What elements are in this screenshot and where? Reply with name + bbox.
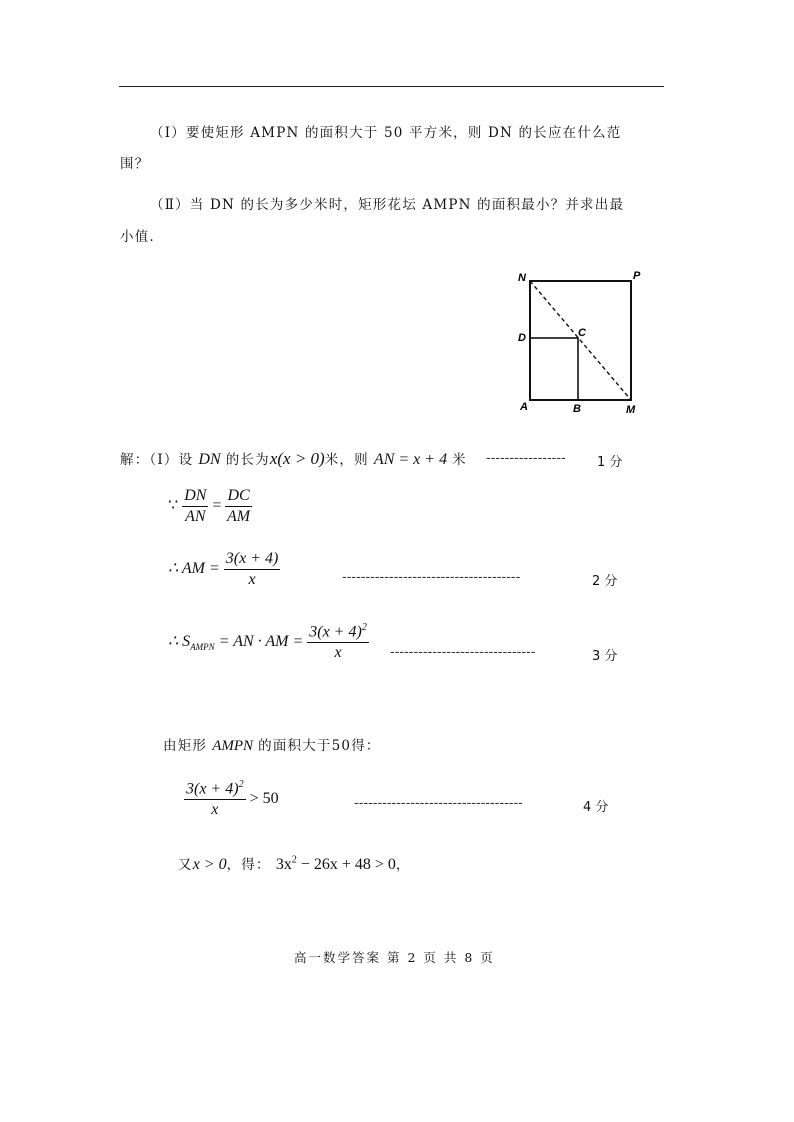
rectangle-figure bbox=[512, 266, 652, 418]
because-symbol: ∵ bbox=[168, 497, 179, 515]
score-dash-3: ------------------------------- bbox=[390, 645, 536, 660]
eq-an: AN = x + 4 bbox=[373, 451, 448, 468]
text-by-rectangle: 由矩形 bbox=[163, 738, 208, 754]
label-m: M bbox=[626, 404, 636, 416]
header-rule bbox=[119, 86, 664, 87]
solution-line5 bbox=[163, 734, 381, 755]
part1-line1: （Ⅰ）要使矩形 AMPN 的面积大于 50 平方米，则 DN 的长应在什么范 bbox=[150, 125, 622, 141]
fraction-inequality: $\frac{3(x + 4)^2}{x}$ bbox=[186, 779, 244, 819]
solution-line1 bbox=[120, 448, 467, 469]
solution-line2 bbox=[168, 487, 252, 526]
label-n: N bbox=[518, 272, 526, 284]
score-dash-4: ------------------------------------ bbox=[354, 796, 523, 811]
part2-line1: （Ⅱ）当 DN 的长为多少米时，矩形花坛 AMPN 的面积最小？并求出最 bbox=[150, 197, 625, 213]
part1-line2: 围？ bbox=[120, 156, 150, 172]
fraction-dn-an: $\frac{DN}{AN}$ bbox=[184, 487, 207, 525]
var-x-condition: x(x > 0) bbox=[269, 449, 325, 468]
page-footer: 高一数学答案 第 2 页 共 8 页 bbox=[294, 950, 495, 965]
solution-line7 bbox=[178, 853, 411, 874]
quadratic-inequality: $3x^2 - 26x + 48 > 0$ bbox=[275, 854, 396, 873]
score-1: 1 分 bbox=[597, 455, 623, 470]
inequality-rhs: > 50 bbox=[249, 789, 279, 807]
text-meter: 米 bbox=[452, 452, 467, 468]
label-c: C bbox=[578, 327, 586, 339]
therefore-s: ∴ S bbox=[168, 632, 191, 650]
diagonal-nm bbox=[530, 281, 631, 400]
var-dn: DN bbox=[198, 451, 221, 468]
fraction-am: $\frac{3(x + 4)}{x}$ bbox=[225, 550, 279, 588]
label-p: P bbox=[633, 270, 641, 282]
solution-line4 bbox=[168, 622, 369, 662]
text-area-greater: 的面积大于50得： bbox=[258, 738, 381, 754]
inner-rectangle-abcd bbox=[530, 338, 578, 400]
equals-sign: = bbox=[212, 497, 222, 515]
solution-prefix: 解：（Ⅰ）设 bbox=[120, 452, 194, 468]
part2-line2: 小值. bbox=[120, 229, 155, 245]
area-expression: = AN · AM = bbox=[218, 632, 304, 650]
label-b: B bbox=[573, 403, 581, 415]
fraction-dc-am: $\frac{DC}{AM}$ bbox=[227, 487, 251, 525]
score-2: 2 分 bbox=[592, 574, 618, 589]
score-dash-2: -------------------------------------- bbox=[342, 570, 521, 585]
cond-x-positive: x > 0 bbox=[192, 856, 227, 873]
text-meter-then: 米，则 bbox=[324, 452, 369, 468]
text-length-is: 的长为 bbox=[225, 452, 270, 468]
text-also: 又 bbox=[178, 857, 193, 873]
solution-line6 bbox=[184, 779, 279, 819]
fraction-area: $\frac{3(x + 4)^2}{x}$ bbox=[309, 622, 367, 662]
solution-line3 bbox=[168, 550, 280, 589]
label-a: A bbox=[520, 401, 528, 413]
subscript-ampn: AMPN bbox=[190, 642, 215, 653]
therefore-am: ∴ AM = bbox=[168, 560, 220, 578]
score-4: 4 分 bbox=[583, 800, 609, 815]
comma: ， bbox=[395, 857, 411, 873]
score-3: 3 分 bbox=[592, 649, 618, 664]
label-d: D bbox=[518, 332, 526, 344]
text-get: ，得： bbox=[226, 857, 271, 873]
score-dash-1: ----------------- bbox=[486, 451, 566, 466]
var-ampn: AMPN bbox=[212, 738, 254, 754]
